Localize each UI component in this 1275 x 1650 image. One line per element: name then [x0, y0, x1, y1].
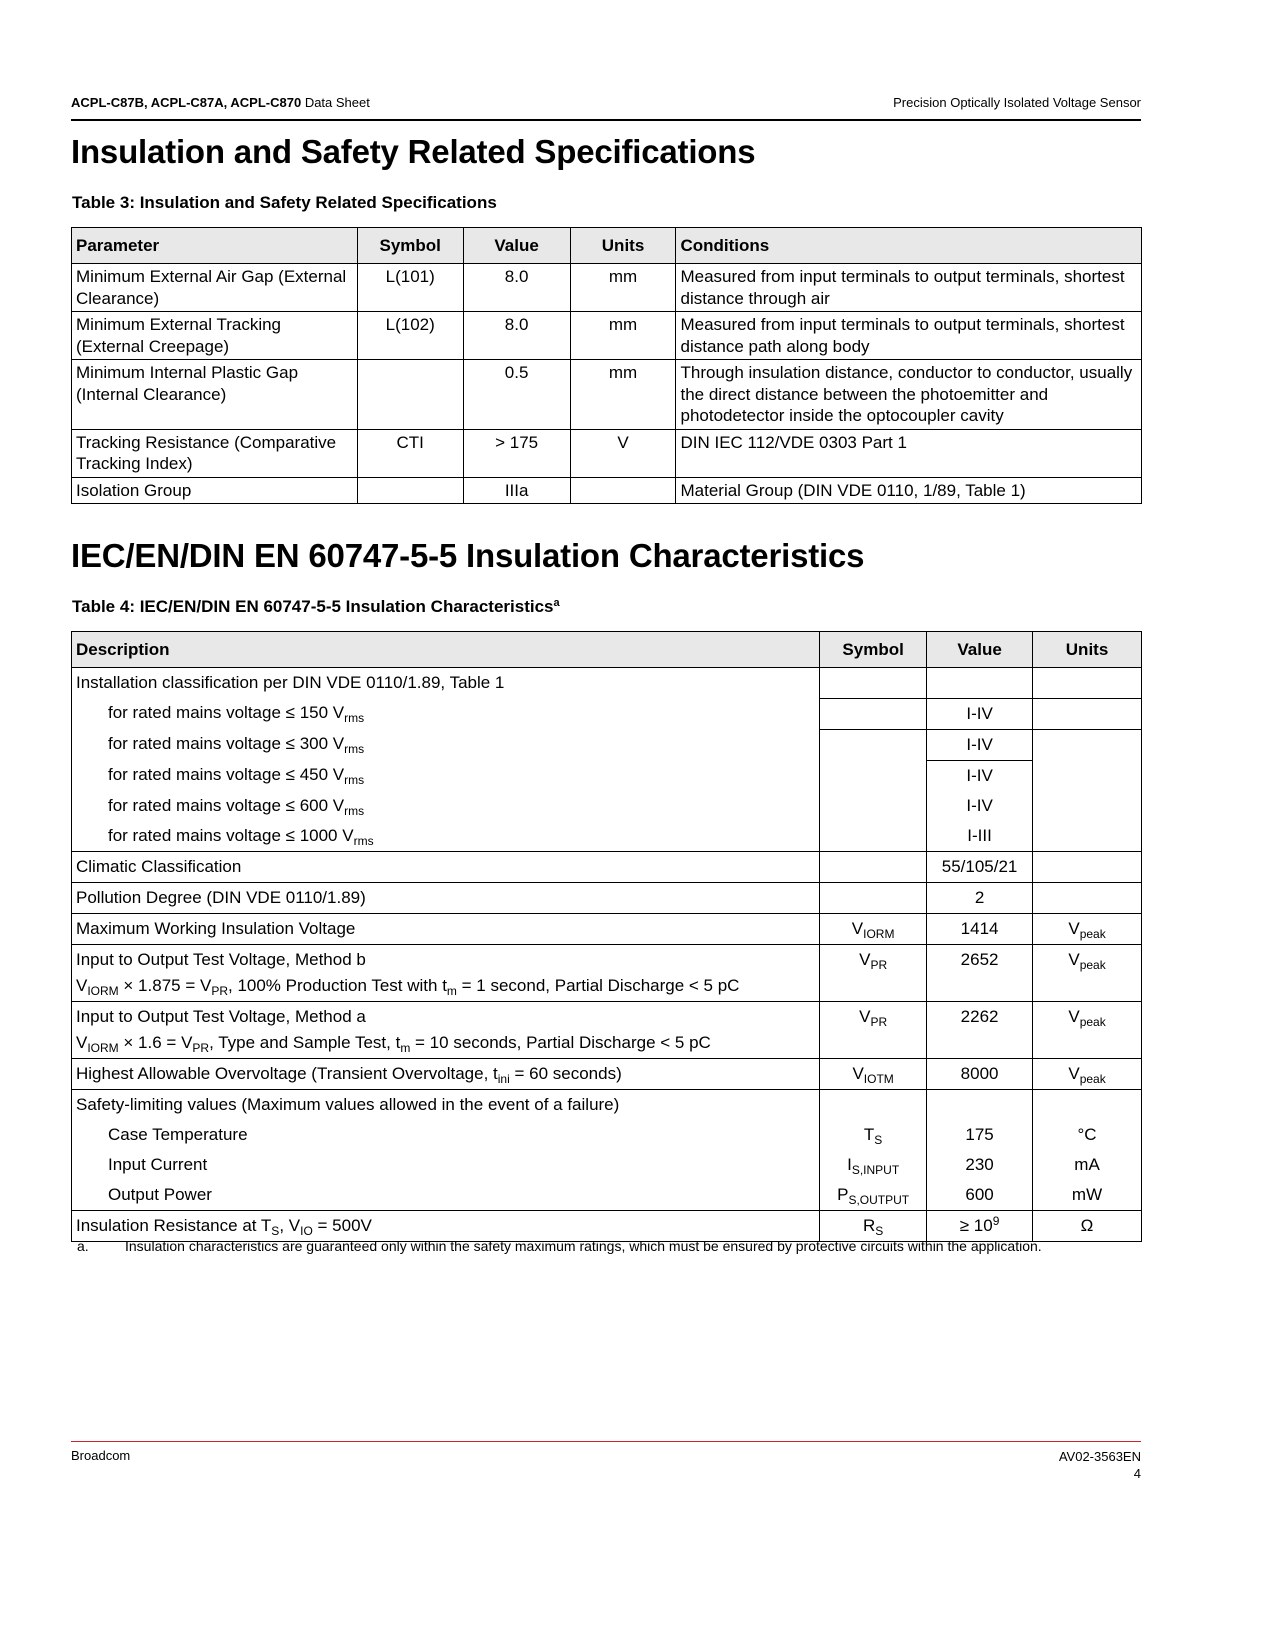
- cell-symbol: [820, 851, 927, 882]
- cell-value: 2652: [927, 944, 1033, 1001]
- cell-symbol: $R_S$: [820, 1210, 927, 1241]
- footnote-mark: a.: [77, 1238, 89, 1254]
- col-header-description: Description: [72, 632, 820, 668]
- table-row: [72, 791, 1142, 821]
- section-title-iec-insulation: IEC/EN/DIN EN 60747-5-5 Insulation Characteristics: [71, 537, 865, 574]
- table-row: [72, 1001, 1142, 1058]
- cell-symbol: [357, 477, 463, 504]
- cell-units: mW: [1033, 1180, 1142, 1211]
- table4-insulation-characteristics: [71, 631, 1142, 1242]
- cell-parameter: Isolation Group: [72, 477, 358, 504]
- cell-value: IIIa: [463, 477, 570, 504]
- cell-value: ≥ $10^9$: [927, 1210, 1033, 1241]
- table-row: [72, 429, 1142, 477]
- table3-header-row: [72, 228, 1142, 264]
- cell-description: Case Temperature: [72, 1120, 820, 1150]
- page-header: [71, 95, 1141, 110]
- col-header-symbol: Symbol: [820, 632, 927, 668]
- footnote: [71, 1237, 1141, 1256]
- cell-description: for rated mains voltage ≤ 450 $V_{rms}$: [72, 760, 820, 791]
- cell-conditions: Measured from input terminals to output terminals, shortest distance through air: [676, 264, 1142, 312]
- cell-symbol: [820, 1089, 927, 1120]
- table-row: [72, 851, 1142, 882]
- cell-value: I-IV: [927, 729, 1033, 760]
- col-header-units: Units: [570, 228, 676, 264]
- table3-caption: Table 3: Insulation and Safety Related Specifications: [72, 193, 497, 212]
- cell-value: 8.0: [463, 264, 570, 312]
- cell-value: 2262: [927, 1001, 1033, 1058]
- cell-description: Insulation Resistance at $T_S$, $V_{IO} = 500V$: [72, 1210, 820, 1241]
- footer-right: [1059, 1448, 1141, 1482]
- cell-symbol: $V_{PR}$: [820, 1001, 927, 1058]
- footer-company: Broadcom: [71, 1448, 131, 1463]
- col-header-conditions: Conditions: [676, 228, 1142, 264]
- cell-description: Input to Output Test Voltage, Method b $V_{IORM} \times 1.875 = V_{PR}$, 100% Production Test with $t_m = 1$ second, Partial Discharge < 5 pC: [72, 944, 820, 1001]
- cell-units: mm: [570, 360, 676, 430]
- cell-units: mm: [570, 264, 676, 312]
- cell-description: Pollution Degree (DIN VDE 0110/1.89): [72, 882, 820, 913]
- table-row: [72, 760, 1142, 791]
- cell-symbol: $V_{IORM}$: [820, 913, 927, 944]
- cell-symbol: $V_{IOTM}$: [820, 1058, 927, 1089]
- cell-units: [1033, 668, 1142, 699]
- table-row: [72, 944, 1142, 1001]
- cell-units: °C: [1033, 1120, 1142, 1150]
- header-left: [71, 95, 370, 110]
- table4-header-row: [72, 632, 1142, 668]
- section-title-insulation-safety: Insulation and Safety Related Specifications: [71, 133, 756, 170]
- table-row: [72, 1180, 1142, 1211]
- page-number: 4: [1133, 1466, 1141, 1481]
- cell-conditions: Measured from input terminals to output terminals, shortest distance path along body: [676, 312, 1142, 360]
- cell-value: 0.5: [463, 360, 570, 430]
- cell-description: for rated mains voltage ≤ 1000 $V_{rms}$: [72, 821, 820, 852]
- cell-value: [927, 1089, 1033, 1120]
- cell-units: V: [570, 429, 676, 477]
- table-row: [72, 913, 1142, 944]
- cell-value: 8.0: [463, 312, 570, 360]
- table-row: [72, 729, 1142, 760]
- cell-conditions: Material Group (DIN VDE 0110, 1/89, Table 1): [676, 477, 1142, 504]
- cell-symbol: $P_{S,OUTPUT}$: [820, 1180, 927, 1211]
- cell-symbol: CTI: [357, 429, 463, 477]
- table-row: [72, 477, 1142, 504]
- col-header-value: Value: [463, 228, 570, 264]
- cell-symbol: [820, 760, 927, 791]
- cell-units: [1033, 851, 1142, 882]
- cell-value: I-IV: [927, 791, 1033, 821]
- cell-units: $V_{peak}$: [1033, 913, 1142, 944]
- cell-value: > 175: [463, 429, 570, 477]
- table-row: [72, 668, 1142, 699]
- header-subtitle: Precision Optically Isolated Voltage Sensor: [893, 95, 1141, 110]
- cell-description: for rated mains voltage ≤ 600 $V_{rms}$: [72, 791, 820, 821]
- cell-description: for rated mains voltage ≤ 150 $V_{rms}$: [72, 698, 820, 729]
- cell-description: Maximum Working Insulation Voltage: [72, 913, 820, 944]
- table4-caption-text: Table 4: IEC/EN/DIN EN 60747-5-5 Insulation Characteristics: [72, 597, 554, 616]
- cell-description: Installation classification per DIN VDE 0110/1.89, Table 1: [72, 668, 820, 699]
- cell-symbol: $V_{PR}$: [820, 944, 927, 1001]
- cell-value: 175: [927, 1120, 1033, 1150]
- footer-doc-number: AV02-3563EN: [1058, 1449, 1141, 1464]
- table-row: [72, 1058, 1142, 1089]
- table-row: [72, 1120, 1142, 1150]
- cell-units: [1033, 1089, 1142, 1120]
- cell-symbol: L(102): [357, 312, 463, 360]
- cell-parameter: Tracking Resistance (Comparative Tracking Index): [72, 429, 358, 477]
- col-header-units: Units: [1033, 632, 1142, 668]
- cell-units: [1033, 791, 1142, 821]
- table-row: [72, 882, 1142, 913]
- cell-description: Output Power: [72, 1180, 820, 1211]
- cell-symbol: [820, 882, 927, 913]
- cell-units: mm: [570, 312, 676, 360]
- cell-symbol: [820, 698, 927, 729]
- cell-value: I-IV: [927, 698, 1033, 729]
- cell-value: I-IV: [927, 760, 1033, 791]
- cell-symbol: [357, 360, 463, 430]
- cell-value: 230: [927, 1150, 1033, 1180]
- table-row: [72, 821, 1142, 852]
- cell-conditions: DIN IEC 112/VDE 0303 Part 1: [676, 429, 1142, 477]
- cell-units: [1033, 760, 1142, 791]
- cell-value: 8000: [927, 1058, 1033, 1089]
- col-header-value: Value: [927, 632, 1033, 668]
- cell-units: [1033, 729, 1142, 760]
- cell-parameter: Minimum External Air Gap (External Clearance): [72, 264, 358, 312]
- cell-description: Safety-limiting values (Maximum values allowed in the event of a failure): [72, 1089, 820, 1120]
- table-row: [72, 1150, 1142, 1180]
- cell-symbol: $T_S$: [820, 1120, 927, 1150]
- footnote-ref: a: [553, 597, 560, 609]
- header-part-numbers: ACPL-C87B, ACPL-C87A, ACPL-C870: [71, 95, 302, 110]
- table-row: [72, 360, 1142, 430]
- cell-symbol: [820, 729, 927, 760]
- table-row: [72, 1089, 1142, 1120]
- cell-units: $V_{peak}$: [1033, 944, 1142, 1001]
- cell-description: Climatic Classification: [72, 851, 820, 882]
- col-header-symbol: Symbol: [357, 228, 463, 264]
- header-doc-type: Data Sheet: [304, 95, 370, 110]
- cell-conditions: Through insulation distance, conductor to conductor, usually the direct distance between the photoemitter and photodetector inside the optocoupler cavity: [676, 360, 1142, 430]
- cell-value: 600: [927, 1180, 1033, 1211]
- cell-units: [1033, 882, 1142, 913]
- cell-description: Highest Allowable Overvoltage (Transient Overvoltage, $t_{ini} = 60$ seconds): [72, 1058, 820, 1089]
- table-row: [72, 264, 1142, 312]
- table-row: [72, 698, 1142, 729]
- header-rule: [71, 119, 1141, 121]
- cell-units: [570, 477, 676, 504]
- footer-rule: [71, 1441, 1141, 1442]
- cell-value: I-III: [927, 821, 1033, 852]
- cell-symbol: L(101): [357, 264, 463, 312]
- cell-symbol: [820, 821, 927, 852]
- cell-symbol: $I_{S,INPUT}$: [820, 1150, 927, 1180]
- cell-value: 1414: [927, 913, 1033, 944]
- cell-parameter: Minimum External Tracking (External Creepage): [72, 312, 358, 360]
- cell-description: for rated mains voltage ≤ 300 $V_{rms}$: [72, 729, 820, 760]
- cell-symbol: [820, 668, 927, 699]
- cell-units: $V_{peak}$: [1033, 1058, 1142, 1089]
- cell-description: Input to Output Test Voltage, Method a $V_{IORM} \times 1.6 = V_{PR}$, Type and Sample Test, $t_m = 10$ seconds, Partial Discharge < 5 pC: [72, 1001, 820, 1058]
- cell-value: 55/105/21: [927, 851, 1033, 882]
- cell-units: $V_{peak}$: [1033, 1001, 1142, 1058]
- cell-symbol: [820, 791, 927, 821]
- footnote-text: Insulation characteristics are guaranteed only within the safety maximum ratings, which must be ensured by protective circuits within the application.: [125, 1238, 1042, 1254]
- cell-units: [1033, 698, 1142, 729]
- cell-parameter: Minimum Internal Plastic Gap (Internal Clearance): [72, 360, 358, 430]
- cell-description: Input Current: [72, 1150, 820, 1180]
- col-header-parameter: Parameter: [72, 228, 358, 264]
- table4-caption: [72, 597, 560, 617]
- table-row: [72, 312, 1142, 360]
- cell-units: Ω: [1033, 1210, 1142, 1241]
- cell-units: mA: [1033, 1150, 1142, 1180]
- table3-insulation-safety: [71, 227, 1142, 504]
- cell-value: [927, 668, 1033, 699]
- cell-value: 2: [927, 882, 1033, 913]
- cell-units: [1033, 821, 1142, 852]
